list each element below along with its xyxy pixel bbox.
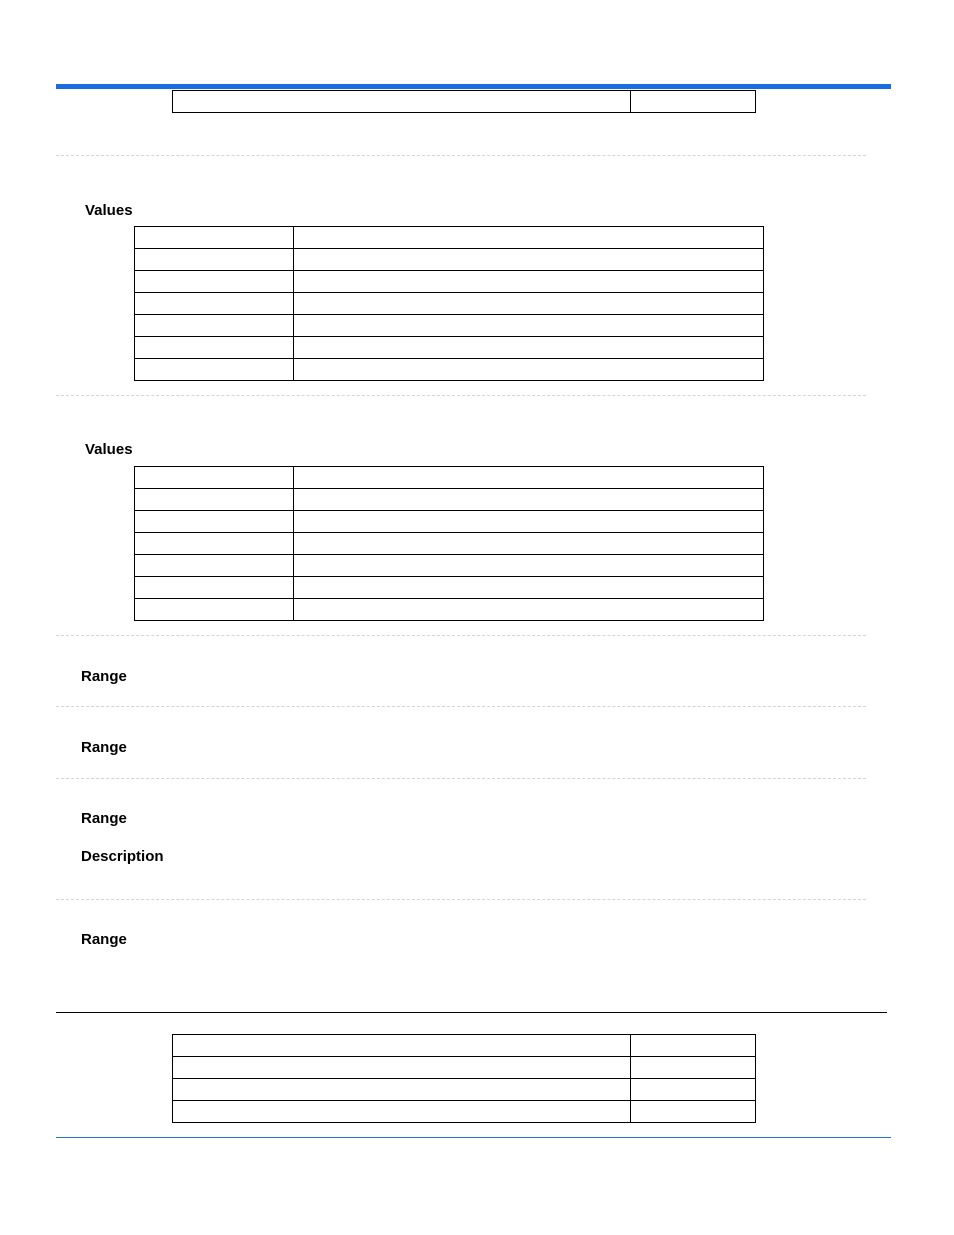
table-row bbox=[173, 1079, 756, 1101]
table-row bbox=[135, 467, 764, 489]
table-row bbox=[135, 249, 764, 271]
range-heading: Range bbox=[81, 810, 127, 827]
table-cell bbox=[631, 1079, 756, 1101]
range-heading: Range bbox=[81, 739, 127, 756]
table-row bbox=[135, 555, 764, 577]
table-row bbox=[135, 227, 764, 249]
table-cell bbox=[135, 533, 294, 555]
table-cell bbox=[173, 1079, 631, 1101]
footer-accent-rule bbox=[56, 1137, 891, 1138]
table-cell bbox=[294, 577, 764, 599]
table-cell bbox=[135, 315, 294, 337]
section-divider bbox=[56, 899, 866, 900]
table-row bbox=[135, 511, 764, 533]
table-cell bbox=[135, 467, 294, 489]
table-cell bbox=[173, 1035, 631, 1057]
table-row bbox=[135, 293, 764, 315]
table-cell bbox=[173, 1057, 631, 1079]
table-cell bbox=[631, 1057, 756, 1079]
table-cell bbox=[294, 555, 764, 577]
table-cell bbox=[294, 271, 764, 293]
table-cell bbox=[294, 467, 764, 489]
range-heading: Range bbox=[81, 668, 127, 685]
table-cell bbox=[294, 533, 764, 555]
table-row bbox=[173, 1035, 756, 1057]
description-heading: Description bbox=[81, 848, 164, 865]
table-cell bbox=[135, 359, 294, 381]
table-cell bbox=[135, 337, 294, 359]
footer-rule bbox=[56, 1012, 887, 1013]
table-cell bbox=[135, 271, 294, 293]
table-cell bbox=[135, 249, 294, 271]
table-cell bbox=[294, 511, 764, 533]
table-row bbox=[173, 91, 756, 113]
table-cell bbox=[173, 91, 631, 113]
section-divider bbox=[56, 155, 866, 156]
table-cell bbox=[135, 293, 294, 315]
footer-table bbox=[172, 1034, 756, 1123]
table-row bbox=[135, 599, 764, 621]
table-row bbox=[173, 1101, 756, 1123]
table-row bbox=[135, 271, 764, 293]
table-row bbox=[135, 337, 764, 359]
table-cell bbox=[135, 511, 294, 533]
table-cell bbox=[173, 1101, 631, 1123]
section-divider bbox=[56, 395, 866, 396]
table-row bbox=[173, 1057, 756, 1079]
table-cell bbox=[294, 227, 764, 249]
range-heading: Range bbox=[81, 931, 127, 948]
table-cell bbox=[294, 489, 764, 511]
header-accent-rule bbox=[56, 84, 891, 89]
values-heading: Values bbox=[85, 441, 133, 458]
table-cell bbox=[135, 227, 294, 249]
table-cell bbox=[294, 249, 764, 271]
table-cell bbox=[631, 91, 756, 113]
table-row bbox=[135, 577, 764, 599]
table-row bbox=[135, 489, 764, 511]
table-cell bbox=[294, 315, 764, 337]
table-cell bbox=[135, 577, 294, 599]
section-divider bbox=[56, 778, 866, 779]
table-row bbox=[135, 315, 764, 337]
table-cell bbox=[294, 599, 764, 621]
table-cell bbox=[294, 293, 764, 315]
table-cell bbox=[135, 555, 294, 577]
table-cell bbox=[631, 1035, 756, 1057]
section-divider bbox=[56, 706, 866, 707]
table-row bbox=[135, 533, 764, 555]
values-table bbox=[134, 226, 764, 381]
table-cell bbox=[135, 489, 294, 511]
values-heading: Values bbox=[85, 202, 133, 219]
table-cell bbox=[631, 1101, 756, 1123]
table-cell bbox=[294, 359, 764, 381]
header-table bbox=[172, 90, 756, 113]
table-row bbox=[135, 359, 764, 381]
values-table bbox=[134, 466, 764, 621]
table-cell bbox=[294, 337, 764, 359]
section-divider bbox=[56, 635, 866, 636]
table-cell bbox=[135, 599, 294, 621]
